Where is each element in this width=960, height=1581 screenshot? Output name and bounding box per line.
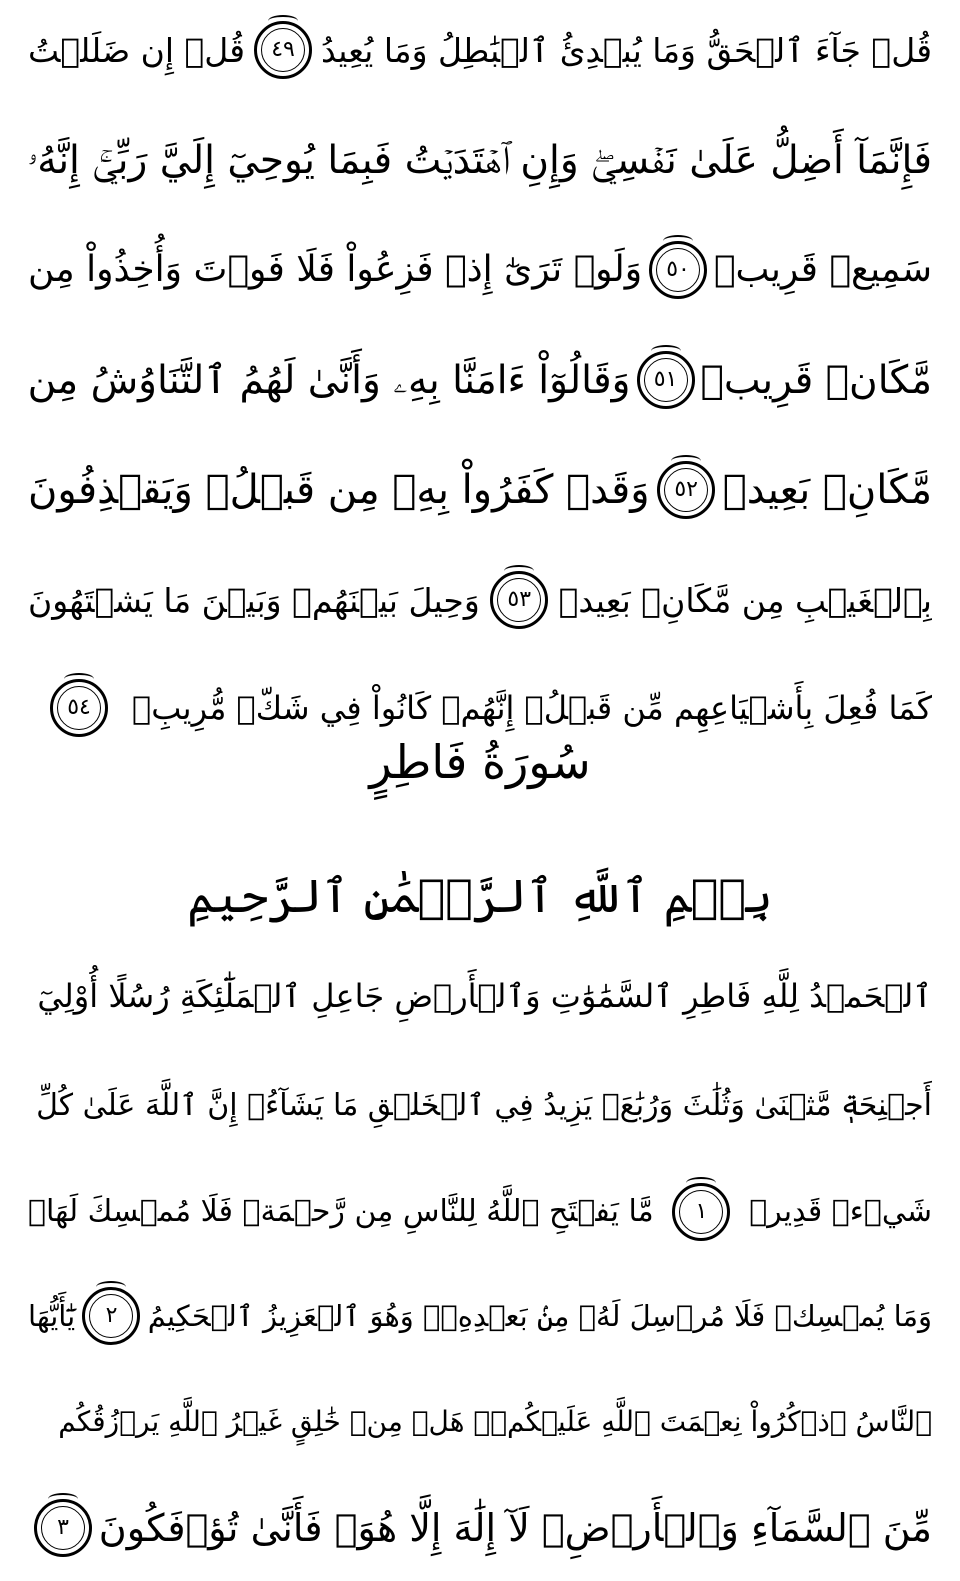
text-line bbox=[28, 1478, 932, 1578]
verse-text: قُلۡ إِن ضَلَلۡتُ bbox=[28, 30, 246, 70]
verse-text: يَٰٓأَيُّهَا bbox=[28, 1298, 76, 1333]
text-line bbox=[28, 110, 932, 210]
ayah-number-marker: ٣ bbox=[34, 1499, 92, 1557]
ayah-number-marker: ٥٤ bbox=[50, 679, 108, 737]
ayah-number-marker: ٥٣ bbox=[490, 571, 548, 629]
text-line bbox=[28, 550, 932, 650]
verse-text: شَيۡءٖ قَدِيرٞ bbox=[749, 1194, 932, 1229]
ayah-number-marker: ٥١ bbox=[637, 351, 695, 409]
verse-text: فَإِنَّمَآ أَضِلُّ عَلَىٰ نَفۡسِيۖ وَإِنِ ٱهۡتَدَيۡتُ فَبِمَا يُوحِيٓ إِلَيَّ رَبِّيٓۚ إِنَّهُۥ bbox=[28, 137, 932, 183]
ayah-number-marker: ١ bbox=[672, 1183, 730, 1241]
ayah-number-marker: ٥٠ bbox=[649, 241, 707, 299]
text-line bbox=[28, 1162, 932, 1262]
text-line bbox=[28, 1372, 932, 1472]
ayah-number-marker: ٢ bbox=[82, 1287, 140, 1345]
text-line bbox=[28, 946, 932, 1046]
surah-title-banner: سُورَةُ فَاطِرٍ bbox=[369, 735, 591, 789]
verse-text: أَجۡنِحَةٖ مَّثۡنَىٰ وَثُلَٰثَ وَرُبَٰعَۚ يَزِيدُ فِي ٱلۡخَلۡقِ مَا يَشَآءُۚ إِنَّ ٱللَّهَ عَلَىٰ كُلِّ bbox=[36, 1088, 932, 1123]
basmala: بِسۡمِ ٱللَّهِ ٱلرَّحۡمَٰنِ ٱلرَّحِيمِ bbox=[187, 869, 773, 923]
verse-text: وَقَالُوٓاْ ءَامَنَّا بِهِۦ وَأَنَّىٰ لَهُمُ ٱلتَّنَاوُشُ مِن bbox=[28, 357, 631, 403]
verse-text: مِّنَ ٱلسَّمَآءِ وَٱلۡأَرۡضِۚ لَآ إِلَٰهَ إِلَّا هُوَۖ فَأَنَّىٰ تُؤۡفَكُونَ bbox=[98, 1506, 932, 1550]
verse-text: وَقَدۡ كَفَرُواْ بِهِۦ مِن قَبۡلُۖ وَيَقۡذِفُونَ bbox=[28, 467, 650, 513]
verse-text: وَمَا يُمۡسِكۡ فَلَا مُرۡسِلَ لَهُۥ مِنۢ بَعۡدِهِۦۚ وَهُوَ ٱلۡعَزِيزُ ٱلۡحَكِيمُ bbox=[147, 1298, 932, 1333]
text-line bbox=[28, 1266, 932, 1366]
verse-text: ٱلۡحَمۡدُ لِلَّهِ فَاطِرِ ٱلسَّمَٰوَٰتِ وَٱلۡأَرۡضِ جَاعِلِ ٱلۡمَلَٰٓئِكَةِ رُسُلًا أُوْلِيٓ bbox=[37, 977, 932, 1015]
verse-text: كَمَا فُعِلَ بِأَشۡيَاعِهِم مِّن قَبۡلُۚ إِنَّهُمۡ كَانُواْ فِي شَكّٖ مُّرِيبِۭ bbox=[132, 689, 932, 727]
verse-text: مَّكَانِۭ بَعِيدٖ bbox=[722, 467, 932, 513]
verse-text: مَّكَانٖ قَرِيبٖ bbox=[700, 357, 932, 403]
verse-text: وَحِيلَ بَيۡنَهُمۡ وَبَيۡنَ مَا يَشۡتَهُونَ bbox=[28, 580, 480, 620]
ayah-number-marker: ٤٩ bbox=[254, 21, 312, 79]
text-line bbox=[28, 330, 932, 430]
verse-text: بِٱلۡغَيۡبِ مِن مَّكَانِۭ بَعِيدٖ bbox=[558, 580, 932, 620]
verse-text: سَمِيعٞ قَرِيبٞ bbox=[713, 249, 932, 290]
verse-text: ٱلنَّاسُ ٱذۡكُرُواْ نِعۡمَتَ ٱللَّهِ عَلَيۡكُمۡۚ هَلۡ مِنۡ خَٰلِقٍ غَيۡرُ ٱللَّهِ يَرۡزُقُكُم bbox=[58, 1405, 932, 1438]
text-line bbox=[28, 1056, 932, 1156]
verse-text: مَّا يَفۡتَحِ ٱللَّهُ لِلنَّاسِ مِن رَّحۡمَةٖ فَلَا مُمۡسِكَ لَهَاۖ bbox=[28, 1194, 654, 1229]
verse-text: قُلۡ جَآءَ ٱلۡحَقُّ وَمَا يُبۡدِئُ ٱلۡبَٰطِلُ وَمَا يُعِيدُ bbox=[320, 30, 932, 70]
ayah-number-marker: ٥٢ bbox=[657, 461, 715, 519]
text-line bbox=[28, 440, 932, 540]
text-line bbox=[28, 0, 932, 100]
verse-text: وَلَوۡ تَرَىٰٓ إِذۡ فَزِعُواْ فَلَا فَوۡتَ وَأُخِذُواْ مِن bbox=[28, 249, 643, 290]
text-line bbox=[28, 220, 932, 320]
